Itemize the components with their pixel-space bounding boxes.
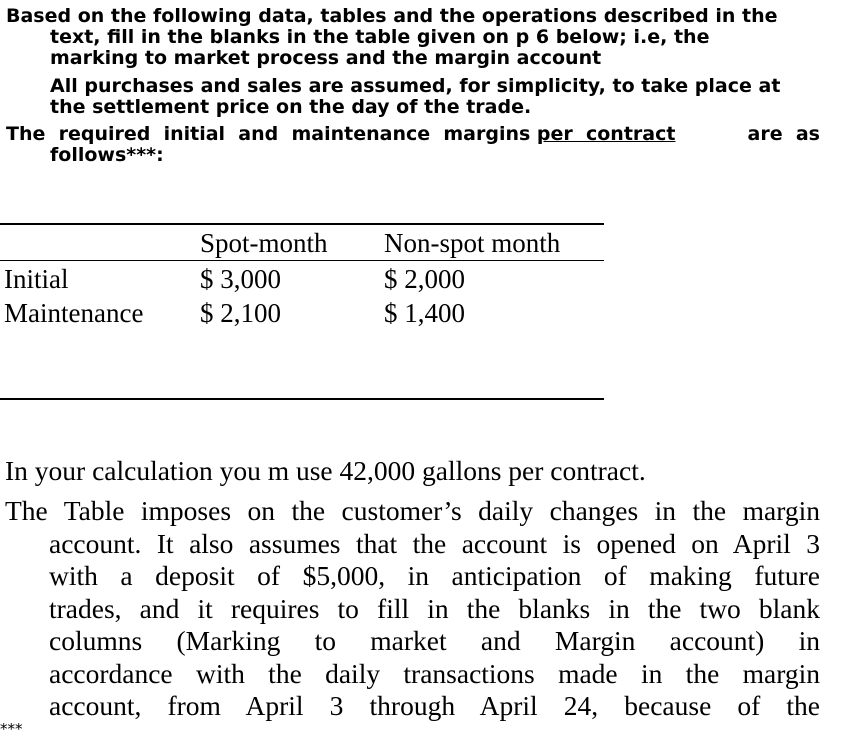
cell-maintenance-spot: $ 2,100 bbox=[200, 298, 281, 328]
cell-initial-nonspot: $ 2,000 bbox=[384, 264, 465, 294]
cell-initial-spot: $ 3,000 bbox=[200, 264, 281, 294]
table-header-rule bbox=[0, 260, 604, 261]
intro-line-2: text, fill in the blanks in the table given on p 6 below; i.e, the bbox=[50, 26, 710, 48]
row-label-initial: Initial bbox=[4, 264, 69, 294]
cell-maintenance-nonspot: $ 1,400 bbox=[384, 298, 465, 328]
assumption-line-2: the settlement price on the day of the trade. bbox=[50, 96, 532, 118]
assumption-paragraph bbox=[50, 76, 820, 118]
para-line-2: account. It also assumes that the account is opened on April 3 bbox=[49, 527, 820, 559]
header-spot-month: Spot-month bbox=[200, 228, 328, 258]
para-line-4: trades, and it requires to fill in the blanks in the two blank bbox=[49, 592, 820, 624]
row-label-maintenance: Maintenance bbox=[4, 298, 144, 328]
para-line-3: with a deposit of $5,000, in anticipation of making future bbox=[49, 560, 820, 591]
margins-line-2: follows***: bbox=[50, 144, 164, 166]
assumption-line-1: All purchases and sales are assumed, for simplicity, to take place at bbox=[50, 75, 781, 97]
per-contract-underlined: per contract bbox=[536, 123, 676, 145]
table-description-paragraph bbox=[5, 495, 820, 723]
intro-line-3: marking to market process and the margin account bbox=[50, 47, 602, 69]
para-line-7: account, from April 3 through April 24, because of the bbox=[49, 690, 820, 721]
para-line-1: The Table imposes on the customer’s daily changes in the margin bbox=[5, 495, 820, 526]
margins-paragraph bbox=[6, 124, 820, 166]
intro-line-1: Based on the following data, tables and the operations described in the bbox=[6, 5, 778, 27]
intro-paragraph bbox=[6, 6, 818, 69]
footnote-mark: *** bbox=[0, 720, 23, 738]
margins-line-1 bbox=[6, 124, 820, 145]
table-bottom-rule bbox=[0, 398, 604, 400]
table-top-rule bbox=[0, 223, 604, 225]
para-line-6: accordance with the daily transactions made in the margin bbox=[49, 657, 820, 689]
header-nonspot-month: Non-spot month bbox=[384, 228, 561, 258]
margins-suffix: are as bbox=[740, 123, 820, 145]
para-line-5: columns (Marking to market and Margin account) in bbox=[49, 625, 820, 656]
calc-note: In your calculation you m use 42,000 gallons per contract. bbox=[5, 455, 646, 486]
margins-prefix: The required initial and maintenance margins bbox=[6, 123, 537, 145]
